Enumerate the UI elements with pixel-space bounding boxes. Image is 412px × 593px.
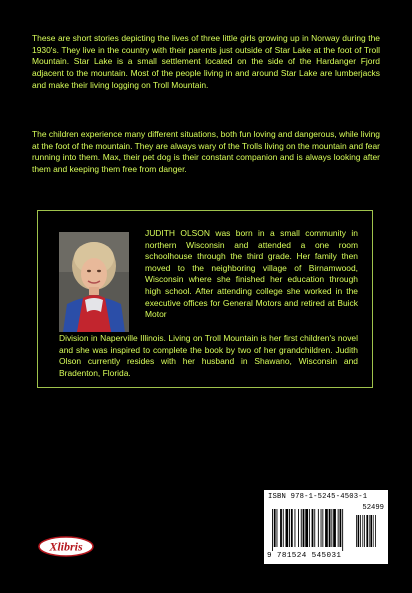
synopsis-paragraph-1: These are short stories depicting the lives of three little girls growing up in Norway during the 1930's. They live in the country with their parents just outside of Star Lake at the foot of Troll Mountain. Star Lake is a small settlement located on the side of the Hardanger Fjord adjacent to the mountain. Most of the people living in and around Star Lake are lumberjacks and make their living logging on Troll Mountain. xyxy=(32,33,380,90)
isbn-barcode xyxy=(264,490,388,564)
author-bio-text: JUDITH OLSON was born in a small community in northern Wisconsin and attended a one room schoolhouse through the third grade. Her family then moved to the neighboring village of Birnamwood, Wisconsin where she finished her education through high school. After attending college she worked in the executive offices for General Motors and retired at Buick Motor xyxy=(145,228,358,320)
synopsis-paragraph-2: The children experience many different situations, both fun loving and dangerous, while living at the foot of the mountain. They are always wary of the Trolls living on the mountain and fear running into them. Max, their pet dog is their constant companion and is always looking after them and keeping them free from danger. xyxy=(32,129,380,175)
publisher-logo xyxy=(38,536,94,557)
publisher-logo-text: Xlibris xyxy=(49,539,83,554)
barcode-digits: 9 781524 545031 xyxy=(267,552,342,560)
price-code: 52499 xyxy=(362,504,384,512)
author-photo xyxy=(59,232,129,332)
author-bio-text-continued: Division in Naperville Illinois. Living on Troll Mountain is her first children's novel and she was inspired to complete the book by two of her grandchildren. Judith Olson currently resides with her husband in Shawano, Wisconsin and Bradenton, Florida. xyxy=(59,333,358,378)
barcode-bars xyxy=(270,503,382,551)
isbn-text: ISBN 978-1-5245-4503-1 xyxy=(268,493,368,501)
